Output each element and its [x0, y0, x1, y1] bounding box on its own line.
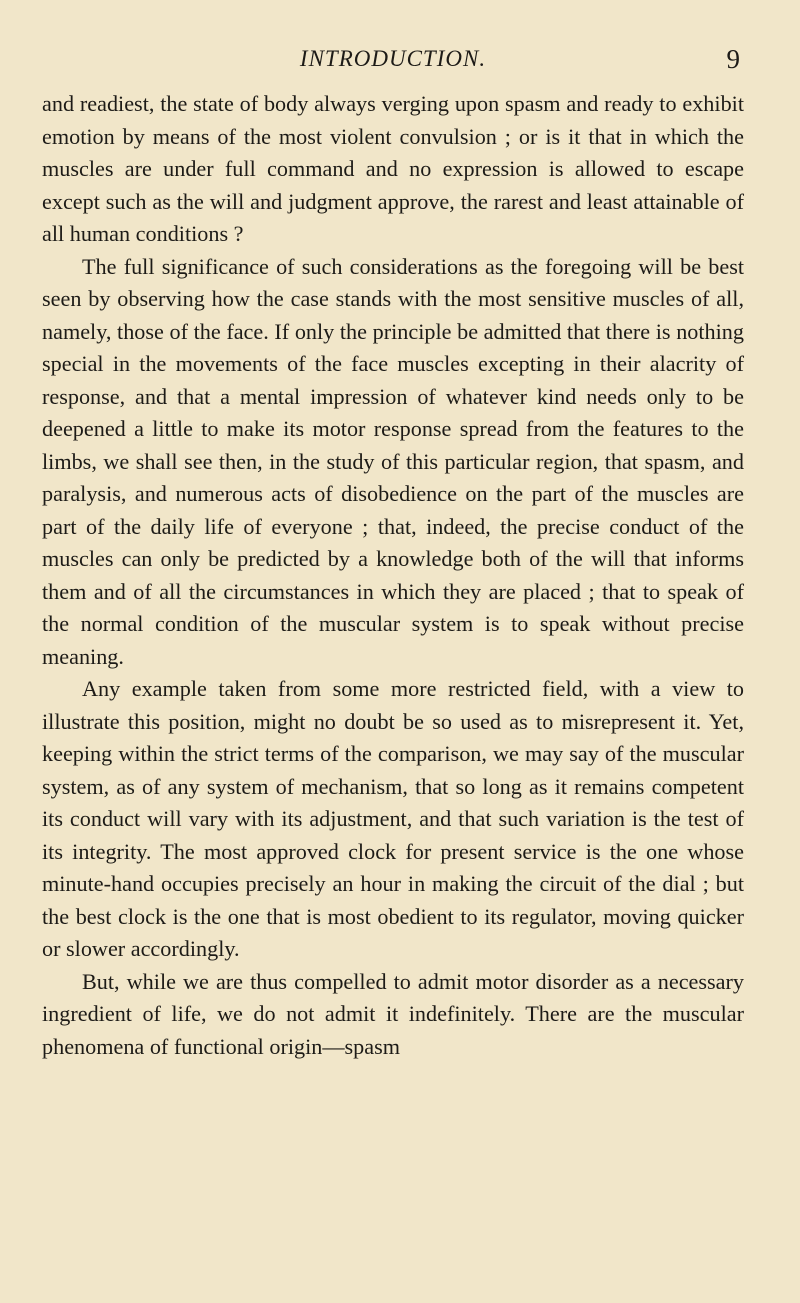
paragraph-motor-disorder: But, while we are thus compelled to admit motor disorder as a necessary ingredient of life, we do not admit it indefinitely. There are the muscular phenomena of functional origin—spasm: [42, 968, 744, 1059]
page-number: 9: [726, 44, 740, 74]
running-title: INTRODUCTION.: [299, 46, 487, 71]
running-head: [42, 44, 744, 78]
paragraph-clock-example: Any example taken from some more restricted field, with a view to illustrate this position, might no doubt be so used as to misrepresent it. Yet, keeping within the strict terms of the comparison, we may say of the muscular system, as of any system of mechanism, that so long as it remains competent its conduct will vary with its adjustment, and that such variation is the test of its integrity. The most approved clock for present service is the one whose minute-hand occupies precisely an hour in making the circuit of the dial ; but the best clock is the one that is most obedient to its regulator, moving quicker or slower accordingly.: [42, 676, 744, 961]
body-text: [42, 88, 744, 1063]
paragraph-face-muscles: The full significance of such considerations as the foregoing will be best seen by observing how the case stands with the most sensitive muscles of all, namely, those of the face. If only the principle be admitted that there is nothing special in the movements of the face muscles excepting in their alacrity of response, and that a mental impression of whatever kind needs only to be deepened a little to make its motor response spread from the features to the limbs, we shall see then, in the study of this particular region, that spasm, and paralysis, and numerous acts of disobedience on the part of the muscles are part of the daily life of everyone ; that, indeed, the precise conduct of the muscles can only be predicted by a knowledge both of the will that informs them and of all the circumstances in which they are placed ; that to speak of the normal condition of the muscular system is to speak without precise meaning.: [42, 253, 744, 669]
paragraph-continuation: and readiest, the state of body always verging upon spasm and ready to exhibit emotion by means of the most violent convulsion ; or is it that in which the muscles are under full command and no expression is allowed to escape except such as the will and judgment approve, the rarest and least attainable of all human conditions ?: [42, 91, 744, 246]
